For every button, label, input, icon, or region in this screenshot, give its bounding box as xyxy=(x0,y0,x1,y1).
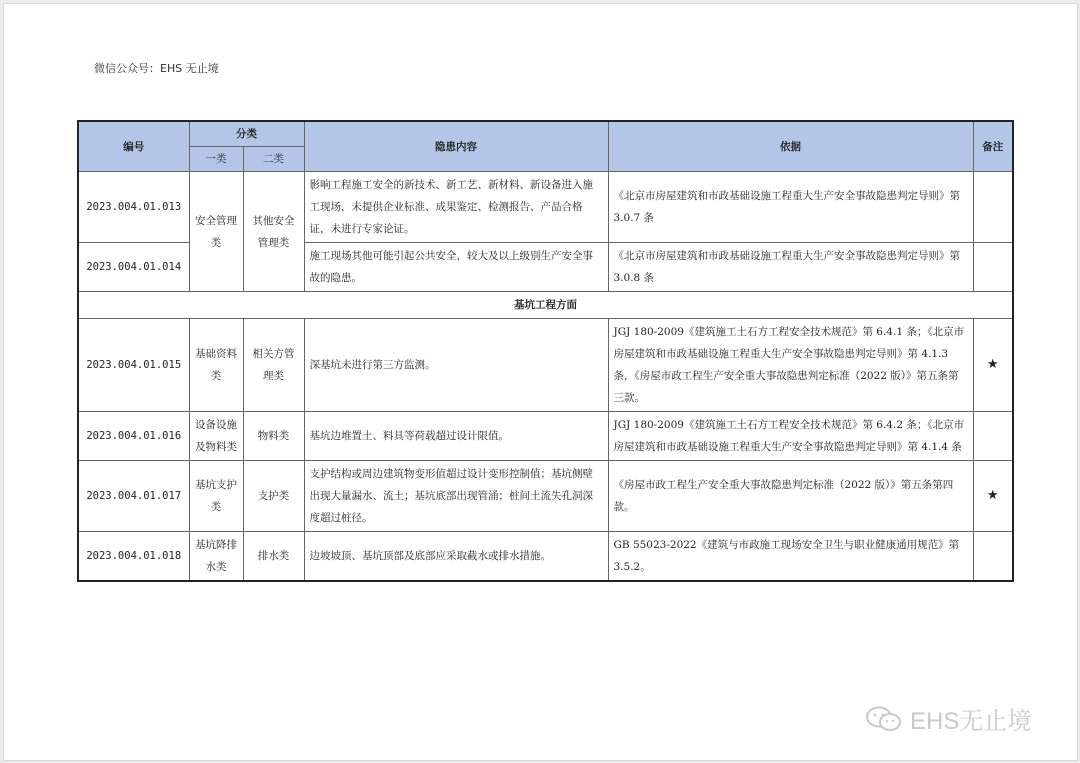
section-title: 基坑工程方面 xyxy=(78,292,1013,319)
hazard-table xyxy=(77,120,1014,582)
section-row xyxy=(78,292,1013,319)
row-content: 深基坑未进行第三方监测。 xyxy=(304,319,608,412)
row-basis: GB 55023-2022《建筑与市政施工现场安全卫生与职业健康通用规范》第 3.5.2。 xyxy=(608,532,973,582)
row-remark xyxy=(973,243,1013,292)
wechat-icon xyxy=(864,705,904,733)
row-remark-star: ★ xyxy=(973,319,1013,412)
row-content: 基坑边堆置土、料具等荷载超过设计限值。 xyxy=(304,412,608,461)
row-number: 2023.004.01.016 xyxy=(78,412,189,461)
header-category: 分类 xyxy=(189,121,304,147)
header-basis: 依据 xyxy=(608,121,973,172)
table-row xyxy=(78,461,1013,532)
row-remark xyxy=(973,532,1013,582)
row-category-1: 安全管理类 xyxy=(189,172,243,292)
row-content: 影响工程施工安全的新技术、新工艺、新材料、新设备进入施工现场，未提供企业标准、成果鉴定、检测报告、产品合格证，未进行专家论证。 xyxy=(304,172,608,243)
row-number: 2023.004.01.018 xyxy=(78,532,189,582)
row-number: 2023.004.01.014 xyxy=(78,243,189,292)
row-remark xyxy=(973,412,1013,461)
row-category-2: 其他安全管理类 xyxy=(243,172,304,292)
header-content: 隐患内容 xyxy=(304,121,608,172)
watermark-text: EHS无止境 xyxy=(910,708,1032,735)
row-category-1: 基坑降排水类 xyxy=(189,532,243,582)
row-number: 2023.004.01.013 xyxy=(78,172,189,243)
row-basis: 《房屋市政工程生产安全重大事故隐患判定标准（2022 版）》第五条第四款。 xyxy=(608,461,973,532)
row-basis: JGJ 180-2009《建筑施工土石方工程安全技术规范》第 6.4.2 条；《北京市房屋建筑和市政基础设施工程重大生产安全事故隐患判定导则》第 4.1.4 条 xyxy=(608,412,973,461)
header-category-1: 一类 xyxy=(189,147,243,172)
row-number: 2023.004.01.017 xyxy=(78,461,189,532)
row-category-1: 基础资料类 xyxy=(189,319,243,412)
row-basis: 《北京市房屋建筑和市政基础设施工程重大生产安全事故隐患判定导则》第 3.0.8 条 xyxy=(608,243,973,292)
row-category-2: 物料类 xyxy=(243,412,304,461)
row-content: 边坡坡顶、基坑顶部及底部应采取截水或排水措施。 xyxy=(304,532,608,582)
row-number: 2023.004.01.015 xyxy=(78,319,189,412)
table-row xyxy=(78,532,1013,582)
header-note: 微信公众号：EHS 无止境 xyxy=(94,62,219,75)
row-remark xyxy=(973,172,1013,243)
document-page xyxy=(3,3,1078,761)
row-content: 施工现场其他可能引起公共安全，较大及以上级别生产安全事故的隐患。 xyxy=(304,243,608,292)
row-basis: JGJ 180-2009《建筑施工土石方工程安全技术规范》第 6.4.1 条；《北京市房屋建筑和市政基础设施工程重大生产安全事故隐患判定导则》第 4.1.3 条，《房屋市政工程生产安全重大事故隐患判定标准（2022 版）》第五条第三款。 xyxy=(608,319,973,412)
row-category-2: 相关方管理类 xyxy=(243,319,304,412)
row-content: 支护结构或周边建筑物变形值超过设计变形控制值；基坑侧壁出现大量漏水、流土；基坑底部出现管涌；桩间土流失孔洞深度超过桩径。 xyxy=(304,461,608,532)
header-number: 编号 xyxy=(78,121,189,172)
row-category-1: 基坑支护类 xyxy=(189,461,243,532)
header-remark: 备注 xyxy=(973,121,1013,172)
table-row xyxy=(78,412,1013,461)
header-category-2: 二类 xyxy=(243,147,304,172)
table-row xyxy=(78,319,1013,412)
row-category-1: 设备设施及物料类 xyxy=(189,412,243,461)
row-basis: 《北京市房屋建筑和市政基础设施工程重大生产安全事故隐患判定导则》第 3.0.7 条 xyxy=(608,172,973,243)
table-row xyxy=(78,172,1013,243)
row-category-2: 支护类 xyxy=(243,461,304,532)
watermark xyxy=(864,701,1031,736)
table-header-row xyxy=(78,121,1013,147)
row-remark-star: ★ xyxy=(973,461,1013,532)
row-category-2: 排水类 xyxy=(243,532,304,582)
